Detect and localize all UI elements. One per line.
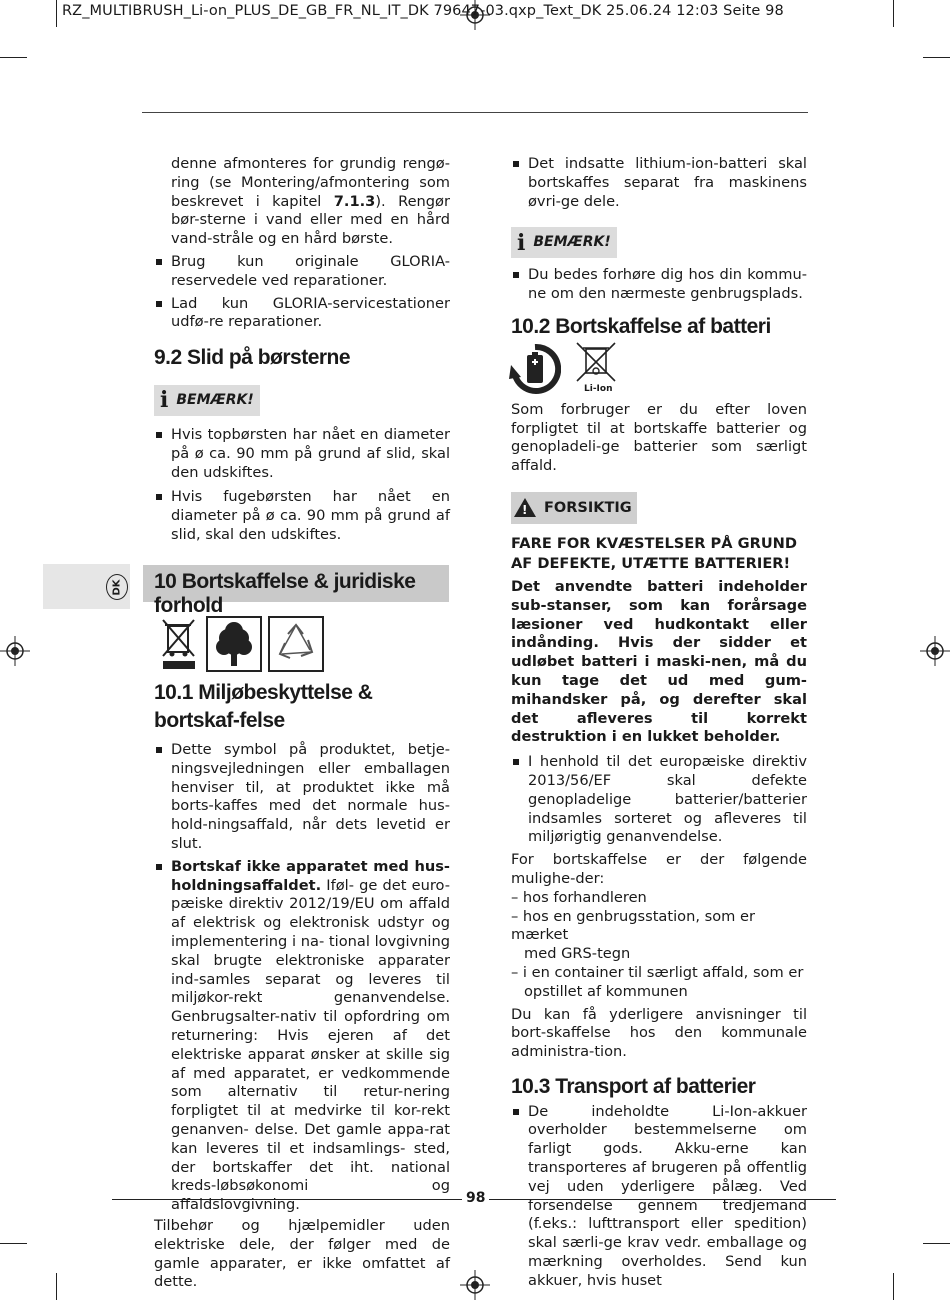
crop-mark xyxy=(0,1243,27,1244)
paragraph: Du kan få yderligere anvisninger til bort-skaffelse hos den kommunale administra-tion. xyxy=(511,1005,807,1061)
battery-bin-crossed-icon xyxy=(573,341,619,385)
section-heading-10-1: 10.1 Miljøbeskyttelse & bortskaf-felse xyxy=(154,681,373,732)
language-badge-label: DK xyxy=(111,578,123,596)
paragraph: Tilbehør og hjælpemidler uden elektriske dele, der følger med de gamle apparater, er ikke omfattet af dette. xyxy=(154,1216,450,1291)
section-heading-10: 10 Bortskaffelse & juridiske forhold xyxy=(154,570,416,617)
section-bar-10 xyxy=(143,565,449,617)
section-heading-9-2: 9.2 Slid på børsterne xyxy=(154,346,351,370)
top-rule xyxy=(142,112,808,113)
warning-label: FORSIKTIG xyxy=(544,499,632,516)
left-column-top xyxy=(154,155,450,549)
dash-item: – i en container til særligt affald, som er xyxy=(511,963,804,981)
warning-box xyxy=(511,492,637,524)
weee-bin-icon xyxy=(160,616,198,670)
list-item: Lad kun GLORIA-servicestationer udfø-re reparationer. xyxy=(154,295,450,333)
crop-mark xyxy=(923,57,950,58)
text: Iføl- ge det euro-pæiske direktiv 2012/19/EU om affald af elektrisk og elektronisk udstyr og implementering i na- tional lovgivning skal brugte elektroniske apparater ind-samles separat og leveres til miljøkor-rekt genanvendelse. Genbrugsalter-nativ til opfordring om returnering: Hvis ejeren af det elektriske apparat ønsker at skille sig af med apparatet, er vedkommende som alternativ til retur-nering forpligtet til at medvirke til kor-rekt genanven- delse. Det gamle appa-rat kan leveres til et indsamlings- sted, der bortskaffer det iht. national kreds-løbsøkonomi og affaldslovgivning. xyxy=(171,876,450,1214)
crop-mark xyxy=(923,1243,950,1244)
bold-text: Bortskaf ikke apparatet med hus-holdningsaffaldet. xyxy=(171,857,450,894)
text: ). Rengør bør-sterne i vand eller med en hård vand-stråle og en hård børste. xyxy=(171,192,450,248)
note-label: BEMÆRK! xyxy=(176,392,254,409)
tree-environment-icon xyxy=(206,616,262,672)
dash-item-cont: med GRS-tegn xyxy=(524,945,631,963)
dash-item: – hos forhandleren xyxy=(511,888,647,906)
paragraph: For bortskaffelse er der følgende mulighe-der: xyxy=(511,851,807,887)
section-heading-10-2: 10.2 Bortskaffelse af batteri xyxy=(511,314,771,338)
language-badge xyxy=(106,574,128,600)
note-label: BEMÆRK! xyxy=(533,234,611,251)
list-item xyxy=(154,858,450,1215)
list-item: Det indsatte lithium-ion-batteri skal bortskaffes separat fra maskinens øvri-ge dele. xyxy=(511,155,807,211)
paragraph: Som forbruger er du efter loven forpligtet til at bortskaffe batterier og genopladeli-ge batterier som særligt affald. xyxy=(511,400,807,475)
right-column xyxy=(511,155,807,1295)
list-item: Brug kun originale GLORIA-reservedele ved reparationer. xyxy=(154,253,450,291)
registration-mark-icon xyxy=(920,636,950,666)
list-item: Hvis fugebørsten har nået en diameter på ø ca. 90 mm på grund af slid, skal den udskiftes. xyxy=(154,488,450,544)
battery-icons xyxy=(511,343,807,399)
paragraph xyxy=(154,155,450,249)
chapter-ref: 7.1.3 xyxy=(333,192,376,210)
info-icon: i xyxy=(160,387,169,414)
crop-mark xyxy=(0,57,27,58)
list-item: Du bedes forhøre dig hos din kommu-ne om den nærmeste genbrugsplads. xyxy=(511,266,807,304)
list-item: Hvis topbørsten har nået en diameter på ø ca. 90 mm på grund af slid, skal den udskiftes. xyxy=(154,426,450,482)
list-item: De indeholdte Li-Ion-akkuer overholder bestemmelserne om farligt gods. Akku-erne kan transporteres af brugeren på offentlig vej uden yderligere pålæg. Ved forsendelse gennem tredjemand (f.eks.: lufttransport eller spedition) skal særli-ge krav vedr. emballage og mærkning overholdes. Send kun akkuer, hvis huset xyxy=(511,1103,807,1291)
note-box xyxy=(154,385,260,416)
print-header: RZ_MULTIBRUSH_Li-on_PLUS_DE_GB_FR_NL_IT_DK 79647-03.qxp_Text_DK 25.06.24 12:03 Seite 98 xyxy=(62,3,784,19)
info-icon: i xyxy=(517,229,526,256)
registration-mark-icon xyxy=(460,1270,490,1300)
page-number: 98 xyxy=(462,1190,489,1206)
text: denne afmonteres for grundig rengø-ring (se Montering/afmontering som beskrevet i kapitel xyxy=(171,155,450,210)
note-box xyxy=(511,227,617,258)
warning-body: Det anvendte batteri indeholder sub-stanser, som kan forårsage læsioner ved hudkontakt eller indånding. Hvis der sidder et udløbet batteri i maski-nen, må du kun tage det ud med gum-mihandsker på, og derefter skal det afleveres til korrekt destruktion i en lukket beholder. xyxy=(511,577,807,746)
warning-title: FARE FOR KVÆSTELSER PÅ GRUND AF DEFEKTE, UTÆTTE BATTERIER! xyxy=(511,534,798,572)
dash-item-cont: opstillet af kommunen xyxy=(524,982,688,1000)
battery-recycling-icon xyxy=(509,343,561,395)
warning-triangle-icon xyxy=(514,498,536,517)
crop-mark xyxy=(893,0,894,27)
crop-mark xyxy=(56,0,57,27)
crop-mark xyxy=(893,1273,894,1300)
section-heading-10-3: 10.3 Transport af batterier xyxy=(511,1074,756,1098)
list-item: I henhold til det europæiske direktiv 2013/56/EF skal defekte genopladelige batterier/batterier indsamles sorteret og afleveres til miljørigtig genanvendelse. xyxy=(511,753,807,847)
crop-mark xyxy=(56,1273,57,1300)
left-column-bottom xyxy=(154,679,450,1298)
dash-item: – hos en genbrugsstation, som er mærket xyxy=(511,907,755,944)
list-item: Dette symbol på produktet, betje-ningsvejledningen eller emballagen henviser til, at produktet ikke må borts-kaffes med det normale hus- hold-ningsaffald, når dets levetid er slut. xyxy=(154,741,450,854)
recycling-icon xyxy=(268,616,324,672)
registration-mark-icon xyxy=(0,636,30,666)
li-ion-label: Li-Ion xyxy=(584,383,613,394)
